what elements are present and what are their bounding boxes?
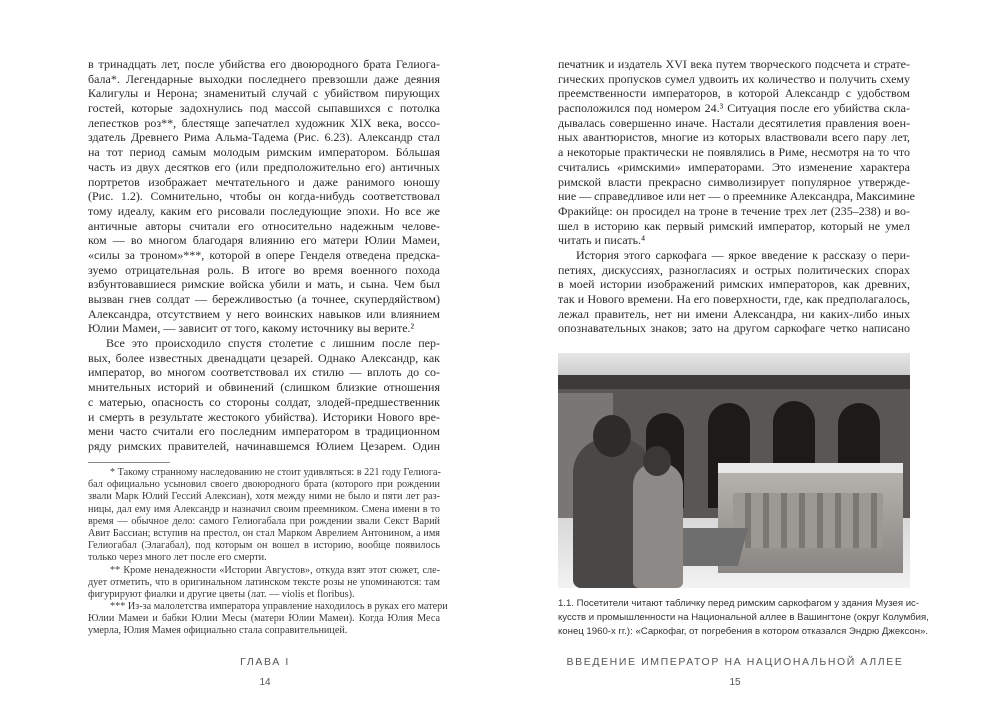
footnote-line: Авит Бассиан; вступив на престол, он стал Марком Аврелием Антонином, а имя: [88, 527, 440, 539]
text-line: считались «римскими» императорами. Это изменение характера: [558, 159, 910, 174]
text-line: опознавательных знаков; зато на другом саркофаге четко написано: [558, 321, 910, 336]
text-line: взбунтовавшиеся римские войска убили и мать, и сына. Чем был: [88, 277, 440, 292]
text-line: (Рис. 1.2). Сомнительно, чтобы он когда-нибудь соответствовал: [88, 189, 440, 204]
text-line: дывалась совершенно иначе. Настали десятилетия правления воен-: [558, 115, 910, 130]
text-line: ных авантюристов, многие из которых властвовали всего пару лет,: [558, 130, 910, 145]
text-line: История этого саркофага — яркое введение к рассказу о пери-: [576, 247, 910, 262]
figure-photo-sarcophagus: [558, 353, 910, 588]
text-line: лепестков роз**, блестяще запечатлел художник XIX века, воссо-: [88, 115, 440, 130]
caption-line: конец 1960-х гг.): «Саркофаг, от погребения в котором отказался Эндрю Джексон».: [558, 626, 929, 637]
footnote-line: ницы, дал ему имя Александр и назначил своим преемником. Смена имени в то: [88, 503, 440, 515]
caption-line: кусств и промышленности на Национальной аллее в Вашингтоне (округ Колумбия,: [558, 612, 929, 623]
text-line: гических пропусков сумел удвоить их количество и получить схему: [558, 71, 910, 86]
footnote-line: Гелиогабал (Элагабал), под которым он вошел в историю, вообще появилось: [88, 540, 440, 552]
text-line: с матерью, опасность со стороны солдат, злодей-предшественник: [88, 394, 440, 409]
text-line: читать и писать.⁴: [558, 233, 646, 248]
text-line: часть из двух десятков его (или предположительно его) античных: [88, 159, 440, 174]
right-page-body-text: [558, 57, 915, 336]
text-line: римской власти прекрасно символизирует популярное утвержде-: [558, 174, 910, 189]
text-line: на тот период самым молодым римским императором. Бóльшая: [88, 145, 440, 160]
text-line: вызван гнев солдат — бережливостью (а точнее, скупердяйством): [88, 292, 440, 306]
text-line: петиях, дискуссиях, разногласиях и острых политических спорах: [558, 262, 910, 277]
text-line: лежал правитель, нет ни имени Александра, ни каких-либо иных: [558, 306, 910, 321]
text-line: «силы за троном»***, которой в опере Генделя отведена предска-: [88, 247, 440, 262]
caption-line: 1.1. Посетители читают табличку перед римским саркофагом у здания Музея ис-: [558, 598, 920, 609]
text-line: мнительных историй и обвинений (слишком близкие отношения: [88, 380, 440, 395]
text-line: а некоторые практически не появлялись в Риме, несмотря на то что: [558, 145, 910, 160]
text-line: в тринадцать лет, после убийства его двоюродного брата Гелиога-: [88, 57, 440, 71]
text-line: Калигулы и Нерона; знаменитый случай с убийством пирующих: [88, 86, 440, 101]
text-line: здатель Древнего Рима Альма-Тадема (Рис. 6.23). Александр стал: [88, 130, 440, 145]
footnote-line: дует отметить, что в оригинальном латинском тексте розы не упоминаются: там: [88, 576, 440, 588]
text-line: расположился под номером 24.³ Ситуация после его убийства скла-: [558, 101, 910, 116]
text-line: Фракийце: он просидел на троне в течение трех лет (235–238) и во-: [558, 203, 910, 218]
text-line: Юлии Мамеи, — зависит от того, какому источнику вы верите.²: [88, 321, 415, 336]
footnote-line: ** Кроме ненадежности «Истории Августов», откуда взят этот сюжет, сле-: [110, 564, 440, 576]
text-line: ряду римских правителей, начинавшемся Юлием Цезарем. Один: [88, 438, 440, 453]
text-line: зуемо отрицательная роль. В итоге во время военного похода: [88, 262, 440, 277]
footnote-line: только через много лет после его смерти.: [88, 552, 267, 564]
left-page-number: 14: [259, 677, 271, 688]
text-line: шел в историю как первый римский император, который не умел: [558, 218, 910, 233]
text-line: император, во многом соответствовал их стилю — вплоть до со-: [88, 365, 440, 380]
left-page-footnotes: [88, 467, 448, 638]
text-line: бала*. Легендарные выходки последнего превзошли даже деяния: [88, 71, 440, 86]
text-line: так и Нового времени. На его поверхности, где, как предполагалось,: [558, 292, 910, 306]
footnote-line: * Такому странному наследованию не стоит удивляться: в 221 году Гелиога-: [110, 467, 441, 478]
figure-caption: [558, 597, 929, 639]
footnote-line: фигурируют фиалки и другие цветы (лат. — violis et floribus).: [88, 588, 355, 600]
left-running-head: ГЛАВА I: [240, 656, 290, 668]
text-line: вых, более известных двенадцати цезарей. Однако Александр, как: [88, 350, 440, 365]
text-line: Все это происходило спустя столетие с лишним после пер-: [106, 336, 440, 351]
right-page-number: 15: [729, 677, 741, 688]
left-page-body-text: [88, 57, 440, 454]
text-line: преемственности императоров, в которой Александр с удобством: [558, 86, 910, 101]
text-line: гостей, которые задохнулись под массой сыпавшихся с потолка: [88, 101, 440, 116]
footnote-line: Юлии Мамеи и бабки Юлии Месы (матери Юлии Мамеи). Когда Юлия Меса: [88, 613, 440, 625]
text-line: Александра, отсутствием у него воинских навыков или влиянием: [88, 306, 440, 321]
text-line: ние — справедливое или нет — о преемнике Александра, Максимине: [558, 189, 915, 204]
text-line: и смерть в результате жестокого убийства). Историки Нового вре-: [88, 409, 440, 424]
text-line: в моей истории изображений римских императоров, как древних,: [558, 277, 910, 292]
text-line: печатник и издатель XVI века путем творческого подсчета и страте-: [558, 57, 910, 71]
text-line: тому идеалу, каким его рисовали последующие эпохи. Но все же: [88, 203, 440, 218]
right-running-head: ВВЕДЕНИЕ ИМПЕРАТОР НА НАЦИОНАЛЬНОЙ АЛЛЕЕ: [566, 656, 904, 668]
text-line: портретов изображает мечтательного и даже ранимого юношу: [88, 174, 440, 189]
footnote-divider: [88, 462, 170, 463]
text-line: мени часто считали его последним императором в традиционном: [88, 424, 440, 439]
text-line: античные авторы считали его относительно надежным челове-: [88, 218, 440, 233]
text-line: ком — во многом благодаря влиянию его матери Юлии Мамеи,: [88, 233, 440, 248]
footnote-line: умерла, Юлия Мамея официально стала соправительницей.: [88, 625, 348, 637]
footnote-line: бал официально усыновил своего двоюродного брата (которого при рождении: [88, 479, 440, 491]
footnote-line: время — обычное дело: самого Гелиогабала при рождении звали Секст Варий: [88, 515, 440, 527]
footnote-line: звали Марк Юлий Гессий Алексиан), хотя между ними не было и пяти лет раз-: [88, 491, 440, 503]
footnote-line: *** Из-за малолетства императора управление находилось в руках его матери: [110, 601, 448, 613]
